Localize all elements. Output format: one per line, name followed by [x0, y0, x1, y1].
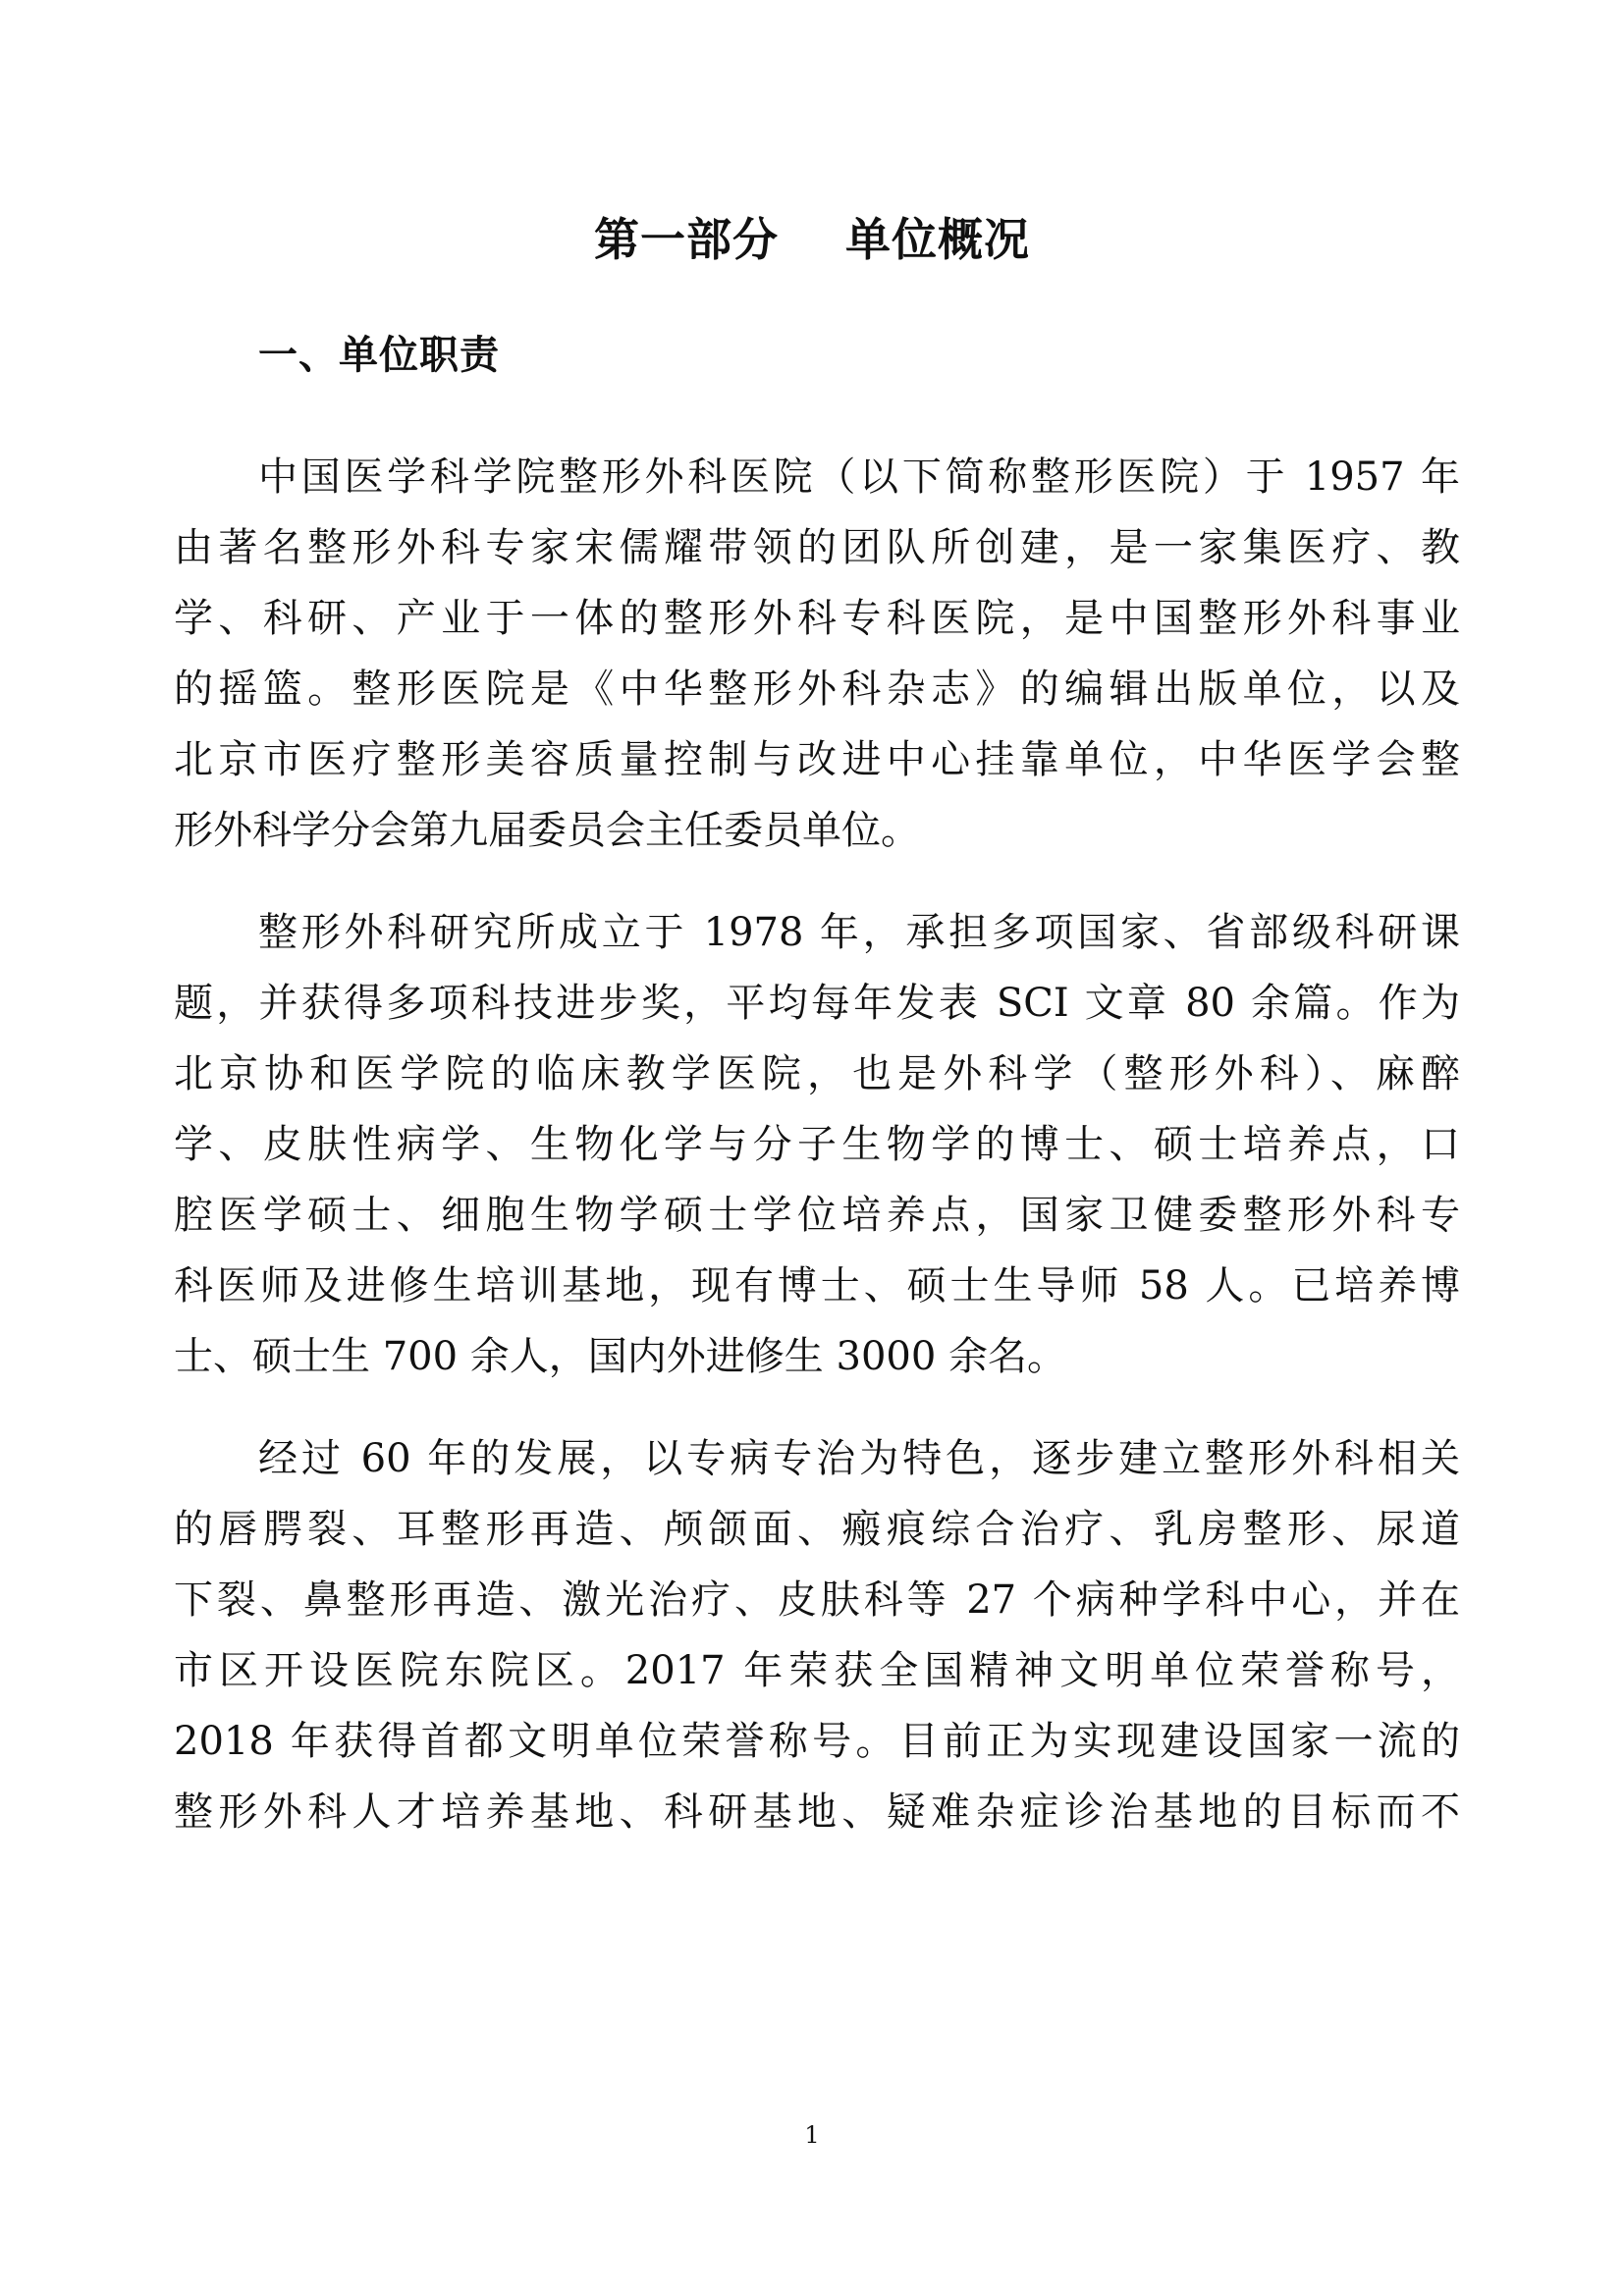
paragraph-1-line-2: 由著名整形外科专家宋儒耀带领的团队所创建，是一家集医疗、教 — [174, 525, 1460, 570]
paragraph-1-line-3: 学、科研、产业于一体的整形外科专科医院，是中国整形外科事业 — [174, 596, 1460, 641]
paragraph-3-line-2: 的唇腭裂、耳整形再造、颅颌面、瘢痕综合治疗、乳房整形、尿道 — [174, 1507, 1460, 1552]
paragraph-2-line-2: 题，并获得多项科技进步奖，平均每年发表 SCI 文章 80 余篇。作为 — [174, 981, 1460, 1026]
paragraph-2-line-5: 腔医学硕士、细胞生物学硕士学位培养点，国家卫健委整形外科专 — [174, 1193, 1460, 1238]
page-number: 1 — [804, 2121, 820, 2149]
paragraph-3-line-1: 经过 60 年的发展，以专病专治为特色，逐步建立整形外科相关 — [258, 1436, 1460, 1481]
paragraph-3-line-3: 下裂、鼻整形再造、激光治疗、皮肤科等 27 个病种学科中心，并在 — [174, 1577, 1460, 1623]
paragraph-3-line-4: 市区开设医院东院区。2017 年荣获全国精神文明单位荣誉称号， — [174, 1648, 1460, 1693]
paragraph-2-line-1: 整形外科研究所成立于 1978 年，承担多项国家、省部级科研课 — [258, 910, 1460, 955]
paragraph-2-line-4: 学、皮肤性病学、生物化学与分子生物学的博士、硕士培养点，口 — [174, 1122, 1460, 1167]
paragraph-2-line-7: 士、硕士生 700 余人，国内外进修生 3000 余名。 — [174, 1334, 1067, 1379]
paragraph-1-line-1: 中国医学科学院整形外科医院（以下简称整形医院）于 1957 年 — [258, 454, 1460, 500]
paragraph-2-line-3: 北京协和医学院的临床教学医院，也是外科学（整形外科）、麻醉 — [174, 1051, 1460, 1096]
paragraph-2-line-6: 科医师及进修生培训基地，现有博士、硕士生导师 58 人。已培养博 — [174, 1263, 1460, 1308]
paragraph-3-line-6: 整形外科人才培养基地、科研基地、疑难杂症诊治基地的目标而不 — [174, 1789, 1460, 1835]
part-title: 第一部分 单位概况 — [593, 213, 1031, 266]
paragraph-1-line-4: 的摇篮。整形医院是《中华整形外科杂志》的编辑出版单位，以及 — [174, 667, 1460, 712]
section-heading: 一、单位职责 — [258, 333, 500, 378]
paragraph-1-line-5: 北京市医疗整形美容质量控制与改进中心挂靠单位，中华医学会整 — [174, 737, 1460, 782]
paragraph-1-line-6: 形外科学分会第九届委员会主任委员单位。 — [174, 808, 920, 853]
paragraph-3-line-5: 2018 年获得首都文明单位荣誉称号。目前正为实现建设国家一流的 — [174, 1719, 1460, 1764]
